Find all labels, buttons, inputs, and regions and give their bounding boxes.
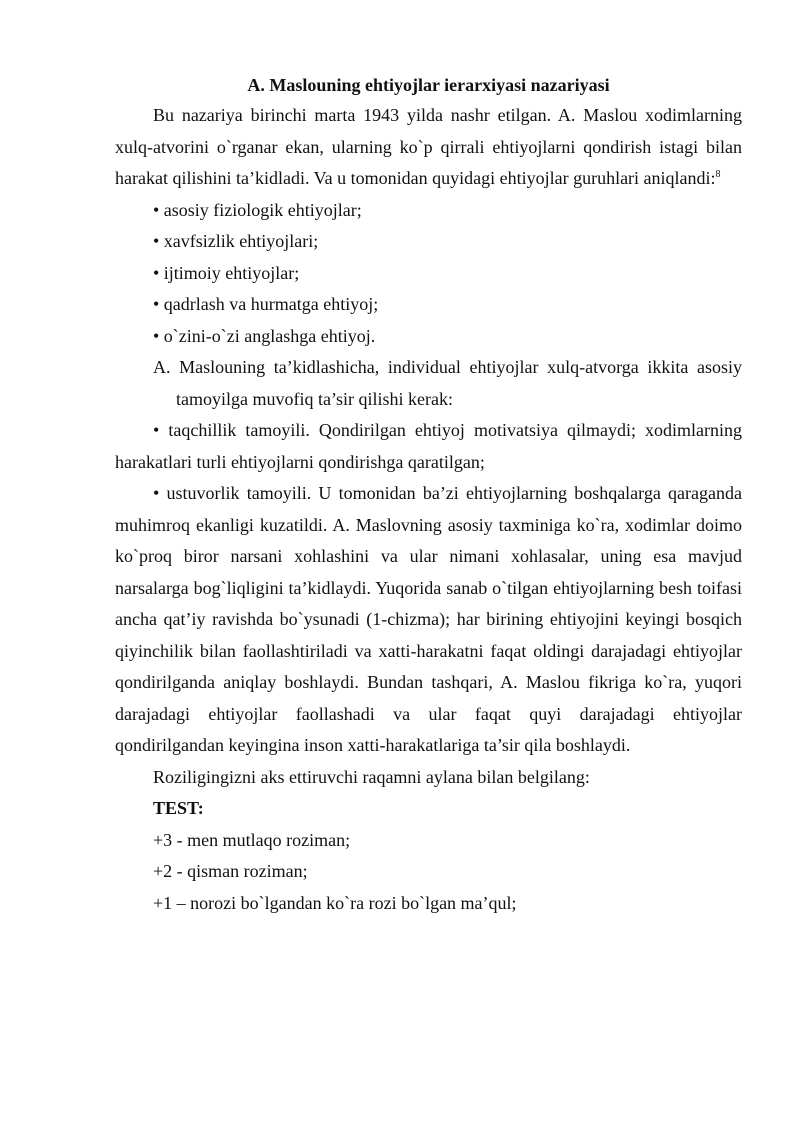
need-item: • o`zini-o`zi anglashga ehtiyoj. xyxy=(153,325,376,346)
need-item: • ijtimoiy ehtiyojlar; xyxy=(153,262,300,283)
section-title: A. Maslouning ehtiyojlar ierarxiyasi nazariyasi xyxy=(247,75,610,95)
test-heading xyxy=(153,793,742,825)
principle-priority: • ustuvorlik tamoyili. U tomonidan ba’zi ehtiyojlarning boshqalarga qaraganda muhimroq ekanligi kuzatildi. A. Maslovning asosiy taxminiga ko`ra, xodimlar doimo ko`proq biror narsani xohlashini va ular nimani xohlasalar, uning esa mavjud narsalarga bog`liqligini ta’kidlaydi. Yuqorida sanab o`tilgan ehtiyojlarning besh toifasi ancha qat’iy ravishda bo`ysunadi (1-chizma); har birining ehtiyojini keyingi bosqich qiyinchilik bilan faollashtiriladi va xatti-harakatni faqat oldingi darajadagi ehtiyojlar qondirilganda aniqlay boshlaydi. Bundan tashqari, A. Maslou fikriga ko`ra, yuqori darajadagi ehtiyojlar faollashadi va ular faqat quyi darajadagi ehtiyojlar qondirilgandan keyingina inson xatti-harakatlariga ta’sir qila boshlaydi. xyxy=(115,483,742,755)
instruction-line: Roziligingizni aks ettiruvchi raqamni aylana bilan belgilang: xyxy=(153,766,590,787)
scale-item: +1 – norozi bo`lgandan ko`ra rozi bo`lgan ma’qul; xyxy=(153,892,517,913)
intro-text: Bu nazariya birinchi marta 1943 yilda nashr etilgan. A. Maslou xodimlarning xulq-atvorini o`rganar ekan, ularning ko`p qirrali ehtiyojlarni qondirish istagi bilan harakat qilishini ta’kidladi. Va u tomonidan quyidagi ehtiyojlar guruhlari aniqlandi: xyxy=(115,105,742,188)
footnote-ref: 8 xyxy=(715,169,721,180)
scale-item: +2 - qisman roziman; xyxy=(153,861,308,881)
need-item: • asosiy fiziologik ehtiyojlar; xyxy=(153,199,362,220)
need-item: • qadrlash va hurmatga ehtiyoj; xyxy=(153,294,379,314)
test-label: TEST: xyxy=(153,798,204,818)
need-item: • xavfsizlik ehtiyojlari; xyxy=(153,231,319,251)
intro-paragraph xyxy=(115,100,742,195)
principle-deficit: • taqchillik tamoyili. Qondirilgan ehtiyoj motivatsiya qilmaydi; xodimlarning harakatlari turli ehtiyojlarni qondirishga qaratilgan; xyxy=(115,420,742,472)
principles-intro: A. Maslouning ta’kidlashicha, individual ehtiyojlar xulq-atvorga ikkita asosiy tamoyilga muvofiq ta’sir qilishi kerak: xyxy=(153,357,742,409)
scale-item: +3 - men mutlaqo roziman; xyxy=(153,829,351,850)
